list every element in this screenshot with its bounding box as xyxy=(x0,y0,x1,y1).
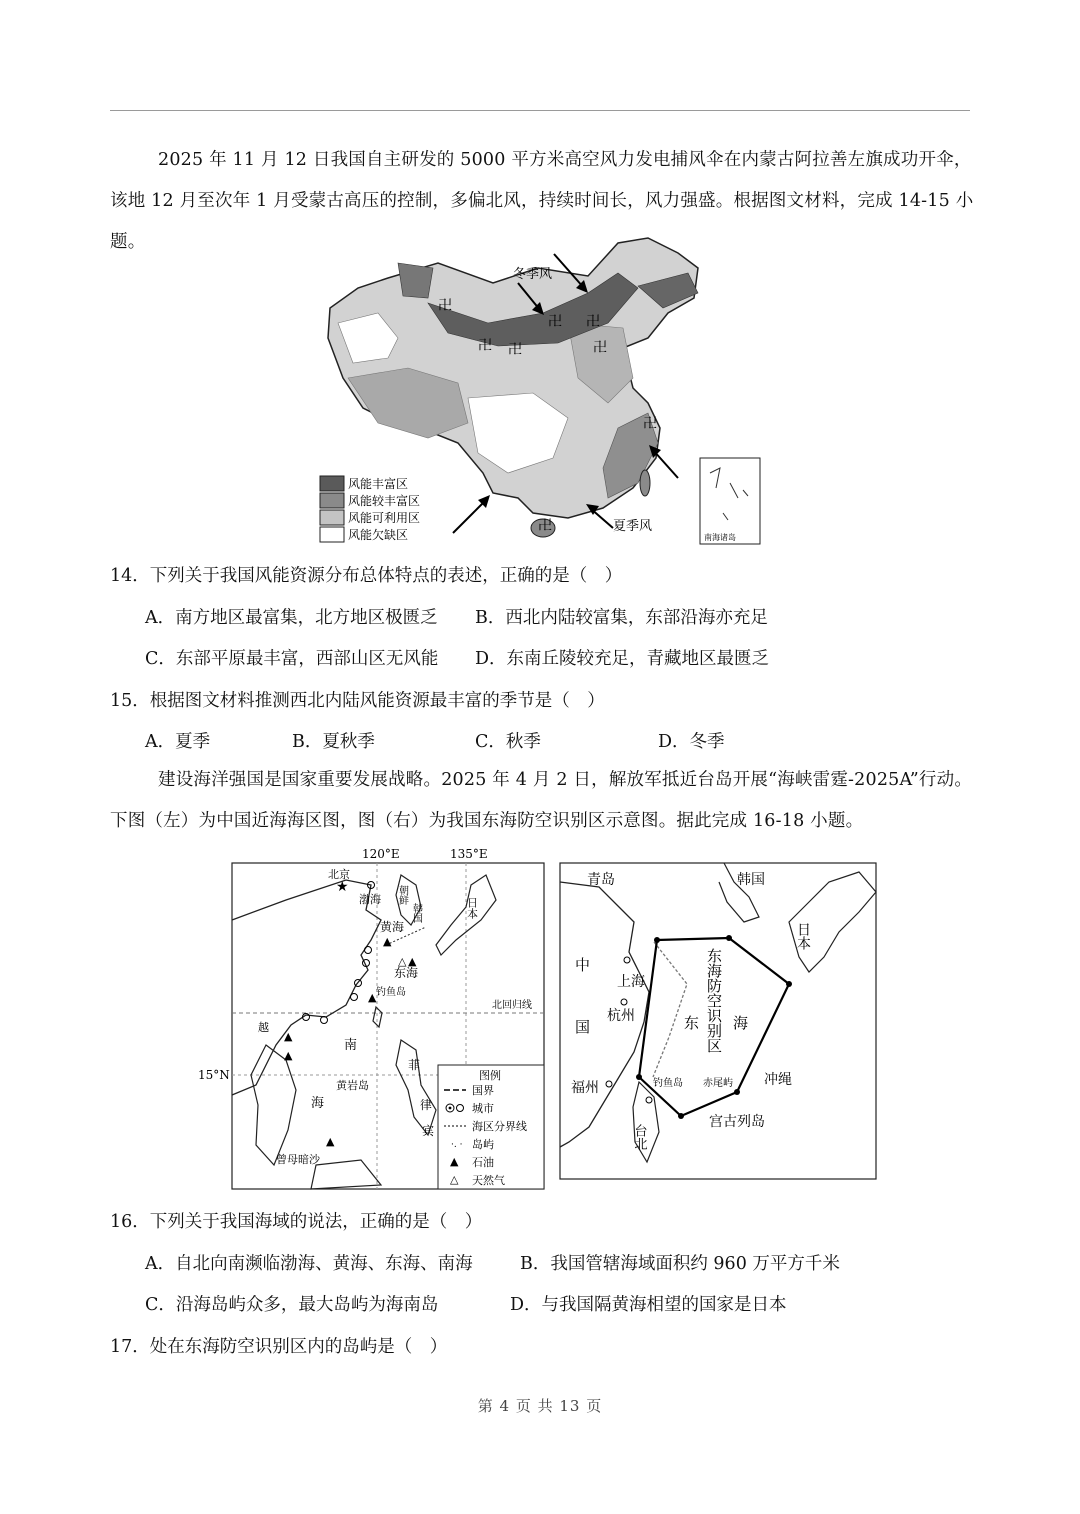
q14-option-b[interactable]: B．西北内陆较富集，东部沿海亦充足 xyxy=(475,608,768,628)
legend-label: 天然气 xyxy=(472,1174,505,1187)
china-wind-map xyxy=(318,228,766,548)
sea-map-legend xyxy=(438,1065,544,1189)
oil-icon: ▲ xyxy=(284,1030,293,1043)
map-legend xyxy=(320,476,420,542)
guo-label: 国 xyxy=(575,1018,591,1036)
chaoxian-label: 朝鲜 xyxy=(396,885,408,905)
chiwei-label: 赤尾屿 xyxy=(703,1078,733,1089)
lon-label: 120°E xyxy=(362,847,400,861)
riben-label: 日本 xyxy=(795,922,811,950)
huanghai-label: 黄海 xyxy=(380,920,405,934)
svg-text:△: △ xyxy=(450,1173,459,1186)
legend-label: 城市 xyxy=(472,1102,494,1115)
legend-label: 国界 xyxy=(472,1084,494,1097)
turbine-icon: 卍 xyxy=(548,314,562,330)
beijing-label: 北京 xyxy=(328,868,350,881)
diaoyu-label: 钓鱼岛 xyxy=(653,1078,683,1089)
huangyan-label: 黄岩岛 xyxy=(336,1079,369,1092)
shanghai-label: 上海 xyxy=(617,974,645,990)
bin-label: 宾 xyxy=(422,1124,435,1138)
diaoyu-label: 钓鱼岛 xyxy=(376,987,406,998)
hanguo-label: 韩国 xyxy=(410,903,422,923)
legend-label: 岛屿 xyxy=(472,1138,494,1151)
nan-label: 南 xyxy=(344,1038,358,1053)
legend-label: 风能较丰富区 xyxy=(348,494,421,508)
question-14: 14．下列关于我国风能资源分布总体特点的表述，正确的是（ ） xyxy=(110,566,623,586)
legend-swatch xyxy=(320,510,344,525)
legend-label: 风能欠缺区 xyxy=(348,528,409,542)
china-seas-map xyxy=(196,845,548,1190)
tropic-label: 北回归线 xyxy=(492,1000,532,1011)
winter-monsoon-label: 冬季风 xyxy=(513,267,553,282)
dong-label: 东 xyxy=(684,1014,700,1032)
q16-option-a[interactable]: A．自北向南濒临渤海、黄海、东海、南海 xyxy=(145,1254,473,1274)
zengmu-label: 曾母暗沙 xyxy=(276,1153,320,1166)
taiwan xyxy=(640,470,650,496)
oil-icon: ▲ xyxy=(383,935,392,948)
zhong-label: 中 xyxy=(575,956,591,974)
legend-swatch xyxy=(320,493,344,508)
q15-option-a[interactable]: A．夏季 xyxy=(145,732,211,752)
summer-wind-arrow xyxy=(453,500,486,533)
turbine-icon: 卍 xyxy=(593,340,607,356)
intro-paragraph-2: 建设海洋强国是国家重要发展战略。2025 年 4 月 2 日，解放军抵近台岛开展“海峡雷霆-2025A”行动。下图（左）为中国近海海区图，图（右）为我国东海防空识别区示意图。据此完成 16-18 小题。 xyxy=(110,770,973,831)
turbine-icon: 卍 xyxy=(478,338,492,354)
legend-label: 海区分界线 xyxy=(472,1120,527,1133)
turbine-icon: 卍 xyxy=(438,298,452,314)
q14-option-d[interactable]: D．东南丘陵较充足，青藏地区最匮乏 xyxy=(475,649,770,669)
turbine-icon: 卍 xyxy=(586,314,600,330)
chongsheng-label: 冲绳 xyxy=(764,1072,792,1088)
oil-icon: ▲ xyxy=(326,1135,335,1148)
q15-option-b[interactable]: B．夏秋季 xyxy=(292,732,375,752)
hai-label: 海 xyxy=(733,1014,749,1032)
qingdao-label: 青岛 xyxy=(587,872,615,888)
question-15: 15．根据图文材料推测西北内陆风能资源最丰富的季节是（ ） xyxy=(110,691,605,711)
east-china-sea-adiz-map xyxy=(559,862,877,1180)
header-rule xyxy=(110,110,970,111)
legend-swatch xyxy=(320,476,344,491)
legend-title: 图例 xyxy=(479,1069,501,1082)
bohai-label: 渤海 xyxy=(359,893,381,906)
inset-label: 南海诸岛 xyxy=(704,533,736,542)
riben-label: 日本 xyxy=(465,897,479,919)
hai-label: 海 xyxy=(311,1096,325,1111)
adiz-label: 东海防空识别区 xyxy=(705,948,723,1053)
hangzhou-label: 杭州 xyxy=(607,1008,635,1024)
intro-paragraph-1: 2025 年 11 月 12 日我国自主研发的 5000 平方米高空风力发电捕风伞在内蒙古阿拉善左旗成功开伞，该地 12 月至次年 1 月受蒙古高压的控制，多偏北风，持续时间长，风力强盛。根据图文材料，完成 14-15 小题。 xyxy=(110,150,974,252)
hanguo-label: 韩国 xyxy=(737,872,765,888)
lat-label: 15°N xyxy=(198,1068,230,1082)
oil-icon: ▲ xyxy=(408,955,417,968)
beijing-star-icon: ★ xyxy=(336,879,349,895)
lv-label: 律 xyxy=(420,1098,433,1112)
gongu-label: 宫古列岛 xyxy=(709,1114,765,1130)
oil-icon: ▲ xyxy=(284,1049,293,1062)
donghai-label: 东海 xyxy=(394,966,419,980)
region-rich-west xyxy=(398,263,433,298)
q15-option-c[interactable]: C．秋季 xyxy=(475,732,541,752)
q16-option-b[interactable]: B．我国管辖海域面积约 960 万平方千米 xyxy=(520,1254,840,1274)
svg-text:▲: ▲ xyxy=(450,1155,459,1168)
turbine-icon: 卍 xyxy=(643,416,657,432)
legend-label: 风能可利用区 xyxy=(348,511,421,525)
legend-swatch xyxy=(320,527,344,542)
question-17: 17．处在东海防空识别区内的岛屿是（ ） xyxy=(110,1337,448,1357)
lon-label: 135°E xyxy=(450,847,488,861)
oil-icon: ▲ xyxy=(368,991,377,1004)
q16-option-c[interactable]: C．沿海岛屿众多，最大岛屿为海南岛 xyxy=(145,1295,439,1315)
turbine-icon: 卍 xyxy=(508,342,522,358)
fuzhou-label: 福州 xyxy=(571,1080,599,1096)
q14-option-c[interactable]: C．东部平原最丰富，西部山区无风能 xyxy=(145,649,439,669)
q14-option-a[interactable]: A．南方地区最富集，北方地区极匮乏 xyxy=(145,608,438,628)
svg-text:·. ·: ·. · xyxy=(451,1140,463,1150)
legend-label: 石油 xyxy=(472,1156,494,1169)
question-16: 16．下列关于我国海域的说法，正确的是（ ） xyxy=(110,1212,483,1232)
q16-option-d[interactable]: D．与我国隔黄海相望的国家是日本 xyxy=(510,1295,787,1315)
taibei-label: 台北 xyxy=(631,1124,647,1150)
turbine-icon: 卍 xyxy=(538,518,552,534)
page-footer: 第 4 页 共 13 页 xyxy=(477,1397,603,1415)
legend-label: 风能丰富区 xyxy=(348,477,409,491)
q15-option-d[interactable]: D．冬季 xyxy=(658,732,725,752)
gas-icon: △ xyxy=(398,955,407,968)
summer-monsoon-label: 夏季风 xyxy=(613,519,653,534)
fei-label: 菲 xyxy=(408,1058,421,1072)
yue-label: 越 xyxy=(258,1021,269,1034)
south-sea-inset xyxy=(700,458,760,544)
